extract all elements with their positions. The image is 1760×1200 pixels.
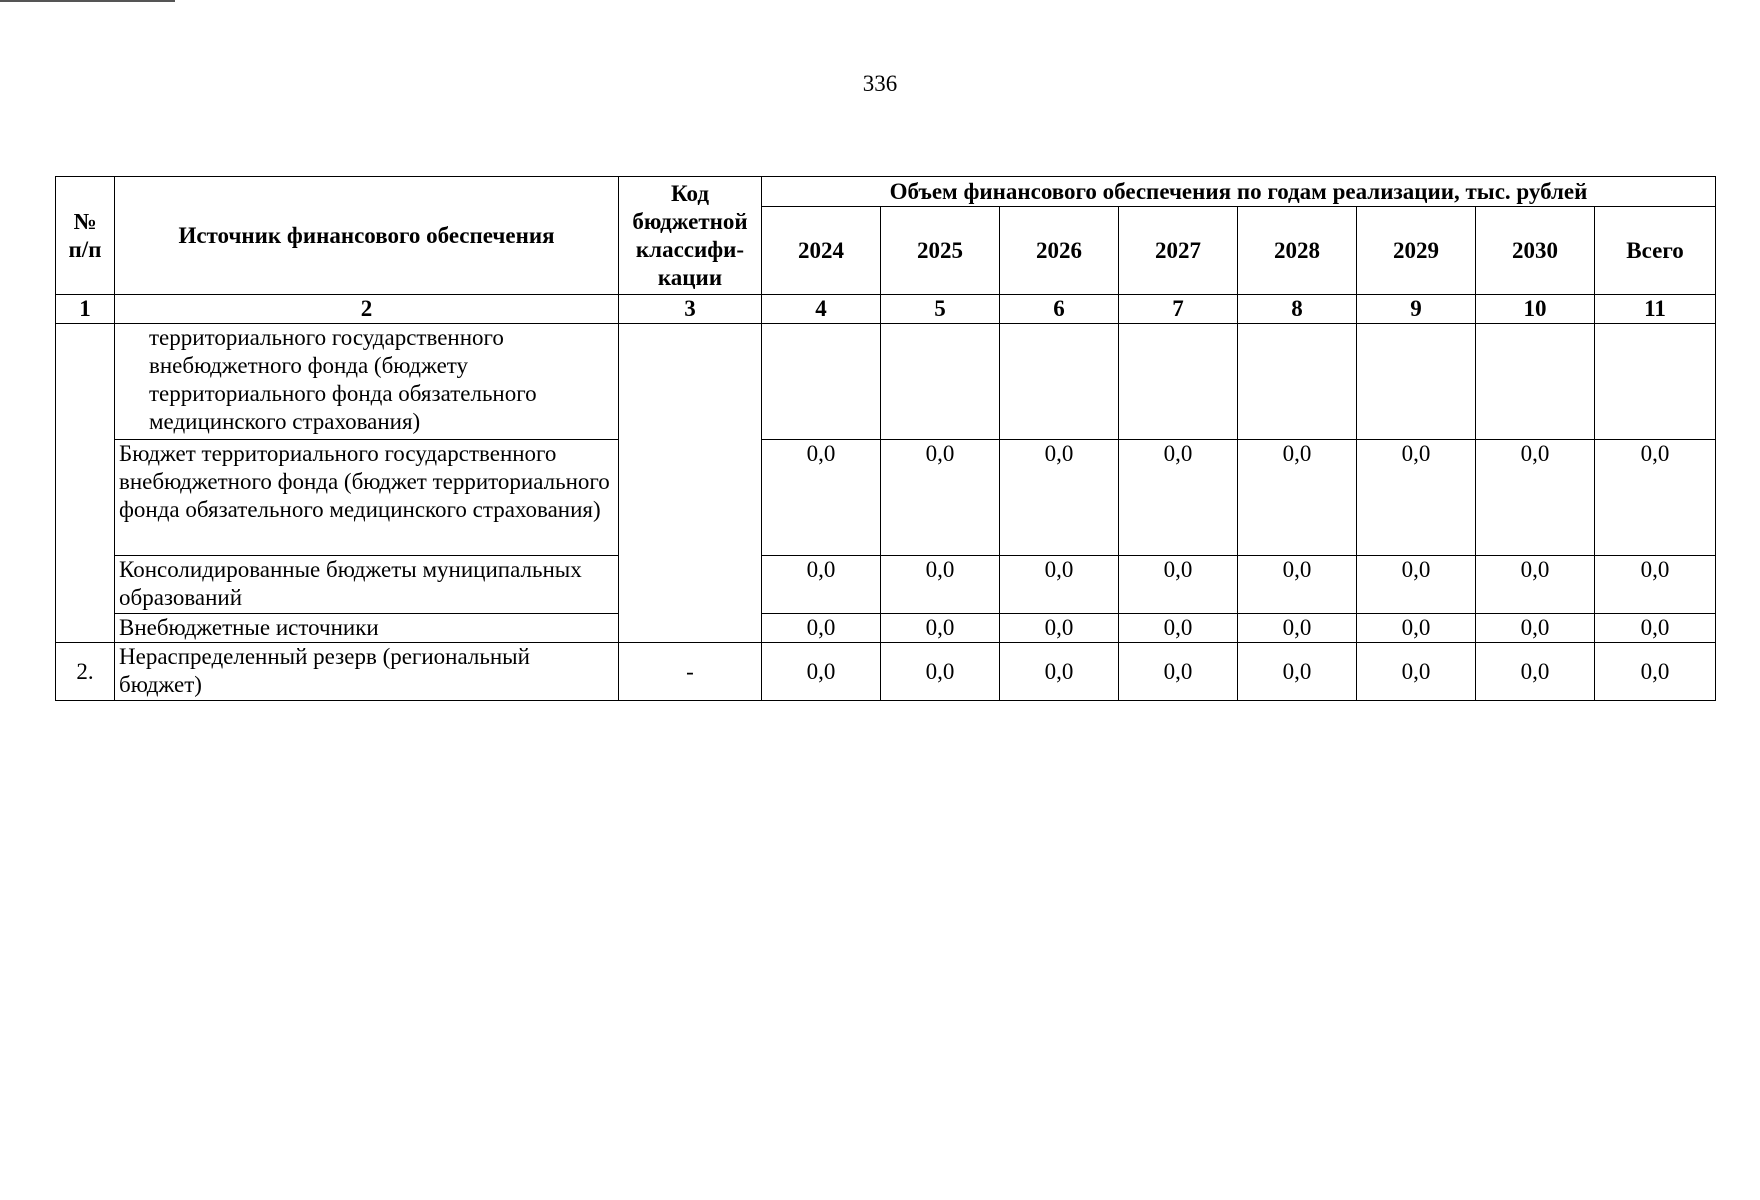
row-value: 0,0 — [1119, 643, 1238, 701]
row-value: 0,0 — [1238, 614, 1357, 643]
row-value: 0,0 — [1595, 643, 1716, 701]
header-year: 2028 — [1238, 207, 1357, 295]
table-row — [56, 614, 1716, 643]
row-value: 0,0 — [1238, 556, 1357, 614]
header-volume: Объем финансового обеспечения по годам реализации, тыс. рублей — [762, 177, 1716, 207]
row-value: 0,0 — [1000, 556, 1119, 614]
table-row — [56, 556, 1716, 614]
row-value: 0,0 — [1119, 556, 1238, 614]
row-value: 0,0 — [1000, 643, 1119, 701]
column-number: 5 — [881, 295, 1000, 324]
column-number: 10 — [1476, 295, 1595, 324]
header-year: 2025 — [881, 207, 1000, 295]
scan-edge-line — [0, 0, 175, 2]
row-value — [1476, 324, 1595, 440]
row-value: 0,0 — [881, 440, 1000, 556]
row-value: 0,0 — [1595, 556, 1716, 614]
column-number: 3 — [619, 295, 762, 324]
row-value: 0,0 — [1238, 440, 1357, 556]
row-value: 0,0 — [1476, 614, 1595, 643]
header-num: № п/п — [56, 177, 115, 295]
row-value: 0,0 — [1595, 614, 1716, 643]
row-value: 0,0 — [762, 614, 881, 643]
row-value — [881, 324, 1000, 440]
column-number: 8 — [1238, 295, 1357, 324]
header-code: Код бюджетной классифи-кации — [619, 177, 762, 295]
header-source: Источник финансового обеспечения — [115, 177, 619, 295]
row-number — [56, 324, 115, 643]
page-number: 336 — [862, 71, 898, 96]
row-value: 0,0 — [1357, 614, 1476, 643]
row-value: 0,0 — [762, 643, 881, 701]
column-number: 1 — [56, 295, 115, 324]
row-value: 0,0 — [881, 643, 1000, 701]
row-value: 0,0 — [1357, 643, 1476, 701]
row-source: Внебюджетные источники — [115, 614, 619, 643]
header-year: 2026 — [1000, 207, 1119, 295]
row-value: 0,0 — [762, 440, 881, 556]
row-value — [1119, 324, 1238, 440]
header-year: 2030 — [1476, 207, 1595, 295]
column-number: 4 — [762, 295, 881, 324]
header-year: 2024 — [762, 207, 881, 295]
column-number: 2 — [115, 295, 619, 324]
table-row — [56, 324, 1716, 440]
column-number: 11 — [1595, 295, 1716, 324]
financing-table — [55, 176, 1716, 701]
row-value: 0,0 — [762, 556, 881, 614]
row-value: 0,0 — [1000, 440, 1119, 556]
header-year: 2027 — [1119, 207, 1238, 295]
row-value: 0,0 — [1476, 556, 1595, 614]
row-value: 0,0 — [1595, 440, 1716, 556]
header-year: 2029 — [1357, 207, 1476, 295]
row-source: территориального государственного внебюджетного фонда (бюджету территориального фонда обязательного медицинского страхования) — [115, 324, 619, 440]
column-number: 7 — [1119, 295, 1238, 324]
row-value — [1238, 324, 1357, 440]
row-value: 0,0 — [1357, 440, 1476, 556]
table-row — [56, 440, 1716, 556]
row-value: 0,0 — [881, 556, 1000, 614]
row-value — [1595, 324, 1716, 440]
table-row — [56, 643, 1716, 701]
row-value: 0,0 — [1476, 440, 1595, 556]
row-value — [762, 324, 881, 440]
row-value: 0,0 — [1000, 614, 1119, 643]
row-source: Нераспределенный резерв (региональный бюджет) — [115, 643, 619, 701]
row-value: 0,0 — [1119, 614, 1238, 643]
column-number: 9 — [1357, 295, 1476, 324]
row-value: 0,0 — [1238, 643, 1357, 701]
row-source: Бюджет территориального государственного внебюджетного фонда (бюджет территориального фонда обязательного медицинского страхования) — [115, 440, 619, 556]
row-value — [1000, 324, 1119, 440]
row-value: 0,0 — [1357, 556, 1476, 614]
header-total: Всего — [1595, 207, 1716, 295]
row-value: 0,0 — [1119, 440, 1238, 556]
column-number: 6 — [1000, 295, 1119, 324]
row-value: 0,0 — [881, 614, 1000, 643]
row-value — [1357, 324, 1476, 440]
row-source: Консолидированные бюджеты муниципальных образований — [115, 556, 619, 614]
row-code: - — [619, 643, 762, 701]
row-number: 2. — [56, 643, 115, 701]
row-code — [619, 324, 762, 643]
row-value: 0,0 — [1476, 643, 1595, 701]
